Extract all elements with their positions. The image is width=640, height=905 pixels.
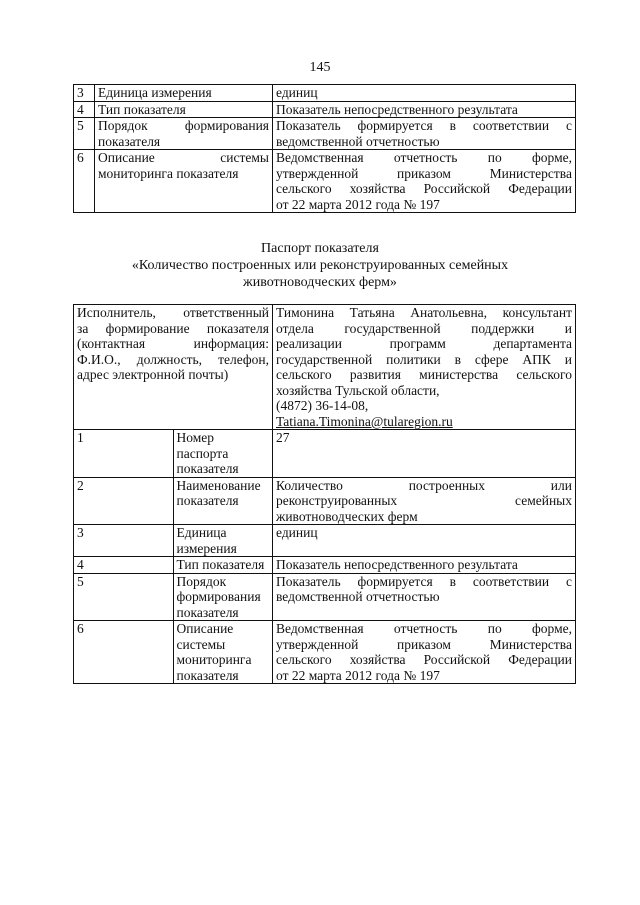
value-line: ведомственной отчетностью xyxy=(276,589,440,604)
value-line: единиц xyxy=(276,525,318,540)
value-line: Показатель формируется в соответствии с xyxy=(276,573,572,589)
value-line: Количество построенных или xyxy=(276,477,572,493)
label-line: Описание системы xyxy=(176,621,234,652)
page-number: 145 xyxy=(309,60,331,75)
row-value xyxy=(273,430,576,478)
executor-row xyxy=(74,305,576,430)
label-line: мониторинга показателя xyxy=(176,652,252,683)
row-label xyxy=(173,573,273,621)
row-number: 1 xyxy=(74,430,174,478)
row-value xyxy=(273,118,576,150)
row-number: 4 xyxy=(74,557,174,574)
indicator-table-continued xyxy=(73,84,576,213)
label-line: Тип показателя xyxy=(176,557,265,572)
row-label xyxy=(173,477,273,525)
label-line: адрес электронной почты) xyxy=(77,367,229,382)
row-label xyxy=(173,557,273,574)
value-line: отдела государственной поддержки и xyxy=(276,320,572,336)
label-line: показателя xyxy=(176,461,239,476)
table-row xyxy=(74,557,576,574)
row-label xyxy=(173,525,273,557)
passport-title-line: «Количество построенных или реконструированных семейных xyxy=(131,258,509,273)
value-line: государственной политики в сфере АПК и xyxy=(276,351,572,367)
table-row xyxy=(74,150,576,213)
value-line: животноводческих ферм xyxy=(276,508,418,524)
executor-label xyxy=(74,305,273,430)
table-row xyxy=(74,525,576,557)
value-line: реконструированных семейных xyxy=(276,493,572,508)
value-line: утвержденной приказом Министерства xyxy=(276,636,572,652)
row-value xyxy=(273,557,576,574)
table-row xyxy=(74,118,576,150)
row-number: 6 xyxy=(74,150,95,213)
contact-email-link[interactable]: Tatiana.Timonina@tularegion.ru xyxy=(276,413,453,429)
label-line: показателя xyxy=(176,604,239,620)
label-line: Описание системы xyxy=(98,150,269,165)
passport-title-line: животноводческих ферм» xyxy=(243,275,397,290)
row-value xyxy=(273,477,576,525)
label-line: Номер паспорта xyxy=(176,430,229,461)
table-row xyxy=(74,573,576,621)
row-value xyxy=(273,150,576,213)
row-label: Единица измерения xyxy=(95,85,273,102)
value-line: Ведомственная отчетность по форме, xyxy=(276,150,572,165)
value-line: Показатель формируется в соответствии с xyxy=(276,118,572,133)
passport-title xyxy=(0,240,640,291)
row-number: 4 xyxy=(74,101,95,118)
indicator-passport-table xyxy=(73,304,576,684)
row-number: 5 xyxy=(74,573,174,621)
row-value: единиц xyxy=(273,85,576,102)
row-label xyxy=(173,430,273,478)
value-line: реализации программ департамента xyxy=(276,336,572,351)
row-value xyxy=(273,573,576,621)
value-line: сельского хозяйства Российской Федерации xyxy=(276,652,572,667)
table-row xyxy=(74,101,576,118)
row-label: Тип показателя xyxy=(95,101,273,118)
value-line: сельского развития министерства сельского xyxy=(276,367,572,382)
value-line: от 22 марта 2012 года № 197 xyxy=(276,667,440,683)
value-line: хозяйства Тульской области, xyxy=(276,382,440,398)
value-line: Тимонина Татьяна Анатольевна, консультант xyxy=(276,305,572,320)
table-row xyxy=(74,85,576,102)
row-value: Показатель непосредственного результата xyxy=(273,101,576,118)
label-line: Наименование показателя xyxy=(176,477,261,508)
row-value xyxy=(273,525,576,557)
table-row xyxy=(74,621,576,684)
row-value xyxy=(273,621,576,684)
row-number: 3 xyxy=(74,85,95,102)
row-number: 6 xyxy=(74,621,174,684)
value-line: Показатель непосредственного результата xyxy=(276,557,518,572)
value-line: сельского хозяйства Российской Федерации xyxy=(276,181,572,196)
value-line: ведомственной отчетностью xyxy=(276,133,440,149)
executor-value xyxy=(273,305,576,430)
value-line: Ведомственная отчетность по форме, xyxy=(276,621,572,636)
label-line: за формирование показателя xyxy=(77,320,269,336)
contact-phone: (4872) 36-14-08, xyxy=(276,398,369,413)
row-label xyxy=(95,118,273,150)
table-row xyxy=(74,430,576,478)
value-line: утвержденной приказом Министерства xyxy=(276,165,572,181)
label-line: Ф.И.О., должность, телефон, xyxy=(77,351,269,367)
value-line: 27 xyxy=(276,430,290,445)
passport-title-line: Паспорт показателя xyxy=(261,241,379,256)
label-line: Исполнитель, ответственный xyxy=(77,305,269,320)
value-line: от 22 марта 2012 года № 197 xyxy=(276,196,440,212)
label-line: мониторинга показателя xyxy=(98,165,239,181)
label-line: (контактная информация: xyxy=(77,336,269,351)
row-number: 5 xyxy=(74,118,95,150)
label-line: Порядок формирования xyxy=(176,573,261,604)
label-line: показателя xyxy=(98,133,161,149)
row-label xyxy=(95,150,273,213)
label-line: Порядок формирования xyxy=(98,118,269,133)
row-number: 3 xyxy=(74,525,174,557)
row-number: 2 xyxy=(74,477,174,525)
row-label xyxy=(173,621,273,684)
table-row xyxy=(74,477,576,525)
label-line: Единица измерения xyxy=(176,525,237,556)
